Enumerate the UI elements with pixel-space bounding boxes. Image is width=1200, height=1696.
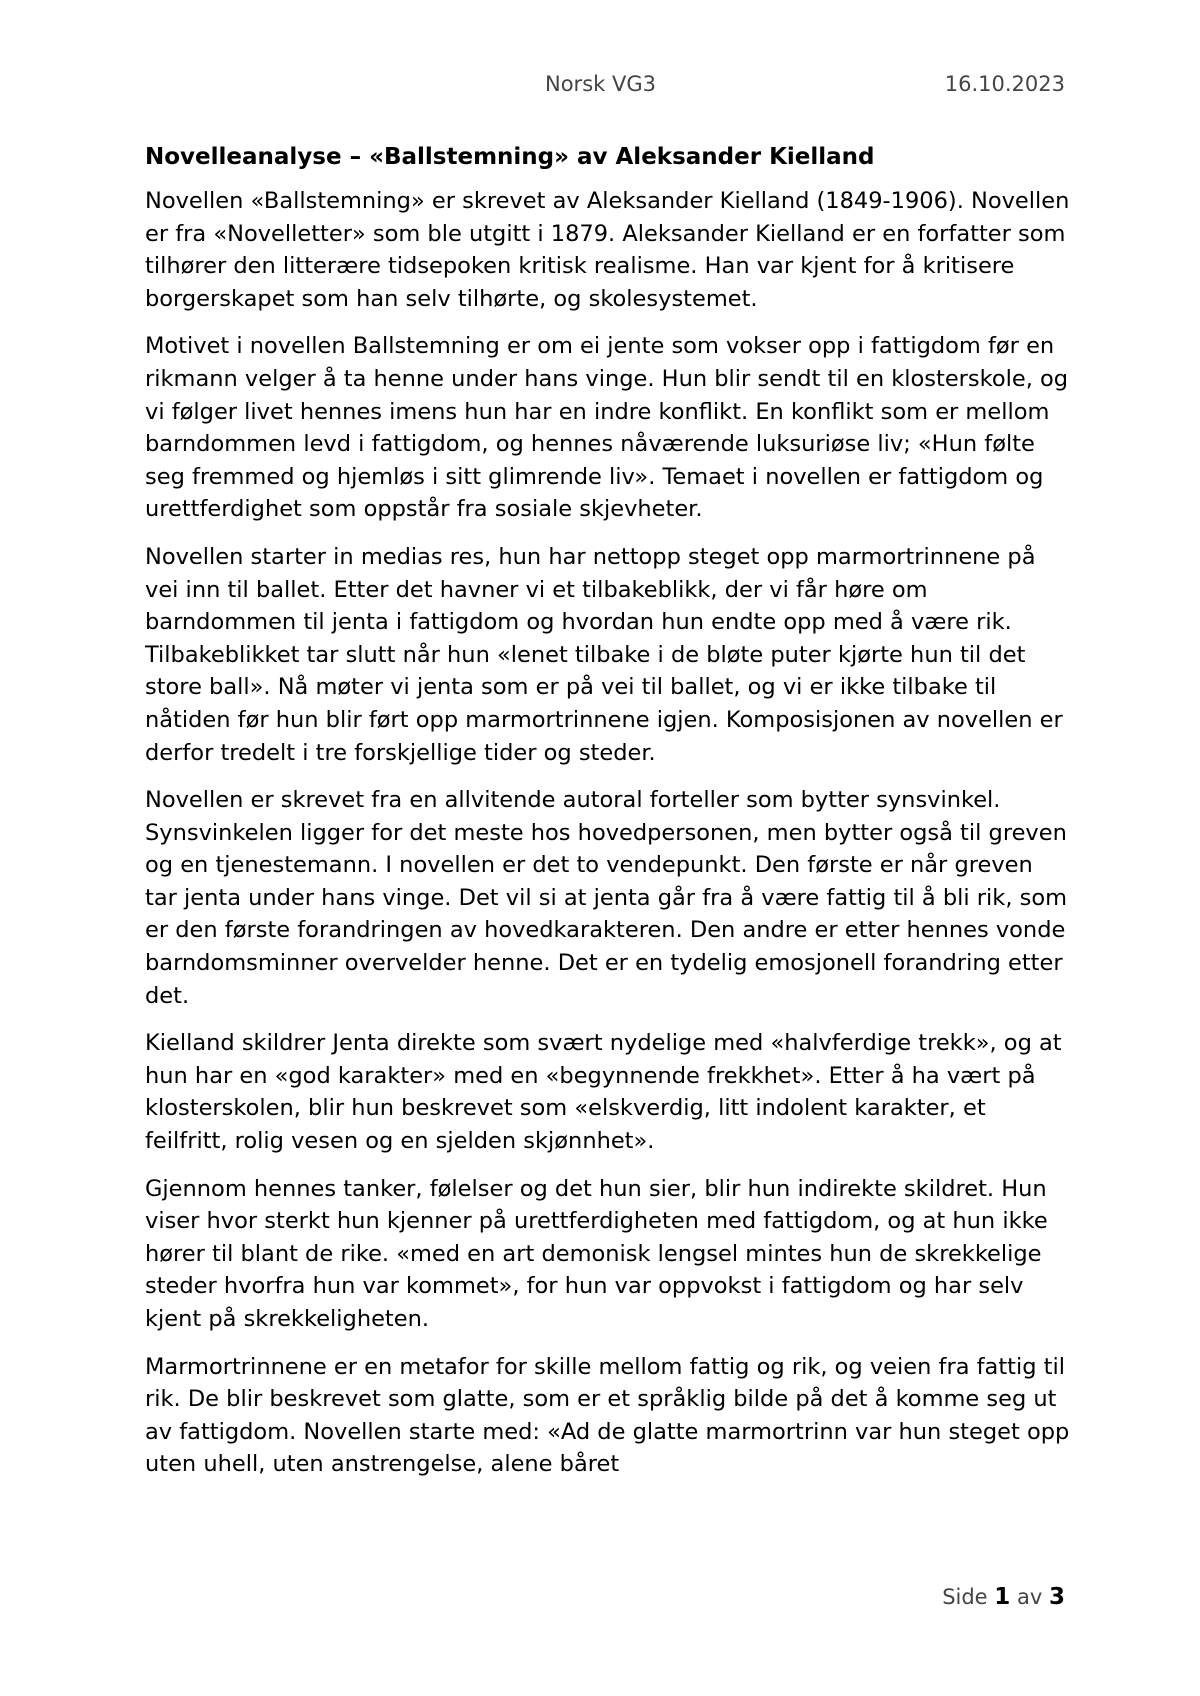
footer-separator: av (1017, 1585, 1043, 1609)
paragraph-5: Kielland skildrer Jenta direkte som svært nydelige med «halvferdige trekk», og at hun har en «god karakter» med en «begynnende frekkhet». Etter å ha vært på klosterskolen, blir hun beskrevet som «elskverdig, litt indolent karakter, et feilfritt, rolig vesen og en sjelden skjønnhet». (145, 1030, 1062, 1155)
paragraph-2: Motivet i novellen Ballstemning er om ei jente som vokser opp i fattigdom før en rikmann velger å ta henne under hans vinge. Hun blir sendt til en klosterskole, og vi følger livet hennes imens hun har en indre konflikt. En konflikt som er mellom barndommen levd i fattigdom, og hennes nåværende luksuriøse liv; «Hun følte seg fremmed og hjemløs i sitt glimrende liv». Temaet i novellen er fattigdom og urettferdighet som oppstår fra sosiale skjevheter. (145, 333, 1069, 523)
header-subject: Norsk VG3 (545, 72, 656, 96)
header-date: 16.10.2023 (944, 72, 1065, 96)
paragraph-3: Novellen starter in medias res, hun har nettopp steget opp marmortrinnene på vei inn til ballet. Etter det havner vi et tilbakeblikk, der vi får høre om barndommen til jenta i fattigdom og hvordan hun endte opp med å være rik. Tilbakeblikket tar slutt når hun «lenet tilbake i de bløte puter kjørte hun til det store ball». Nå møter vi jenta som er på vei til ballet, og vi er ikke tilbake til nåtiden før hun blir ført opp marmortrinnene igjen. Komposisjonen av novellen er derfor tredelt i tre forskjellige tider og steder. (145, 543, 1063, 766)
paragraph-1: Novellen «Ballstemning» er skrevet av Aleksander Kielland (1849-1906). Novellen er fra «Novelletter» som ble utgitt i 1879. Aleksander Kielland er en forfatter som tilhører den litterære tidsepoken kritisk realisme. Han var kjent for å kritisere borgerskapet som han selv tilhørte, og skolesystemet. (145, 188, 1070, 312)
paragraph-6: Gjennom hennes tanker, følelser og det hun sier, blir hun indirekte skildret. Hun viser hvor sterkt hun kjenner på urettferdigheten med fattigdom, og at hun ikke hører til blant de rike. «med en art demonisk lengsel mintes hun de skrekkelige steder hvorfra hun var kommet», for hun var oppvokst i fattigdom og har selv kjent på skrekkeligheten. (145, 1175, 1048, 1332)
paragraph-4: Novellen er skrevet fra en allvitende autoral forteller som bytter synsvinkel. Synsvinkelen ligger for det meste hos hovedpersonen, men bytter også til greven og en tjenestemann. I novellen er det to vendepunkt. Den første er når greven tar jenta under hans vinge. Det vil si at jenta går fra å være fattig til å bli rik, som er den første forandringen av hovedkarakteren. Den andre er etter hennes vonde barndomsminner overvelder henne. Det er en tydelig emosjonell forandring etter det. (145, 787, 1068, 1009)
document-title: Novelleanalyse – «Ballstemning» av Aleksander Kielland (145, 144, 875, 170)
document-body (145, 141, 1070, 1496)
page-header (145, 72, 1065, 102)
footer-current-page: 1 (994, 1584, 1011, 1610)
page-footer (942, 1584, 1065, 1610)
paragraph-7: Marmortrinnene er en metafor for skille mellom fattig og rik, og veien fra fattig til rik. De blir beskrevet som glatte, som er et språklig bilde på det å komme seg ut av fattigdom. Novellen starte med: «Ad de glatte marmortrinn var hun steget opp uten uhell, uten anstrengelse, alene båret (145, 1353, 1070, 1478)
footer-total-pages: 3 (1048, 1584, 1065, 1610)
footer-prefix: Side (942, 1585, 988, 1609)
